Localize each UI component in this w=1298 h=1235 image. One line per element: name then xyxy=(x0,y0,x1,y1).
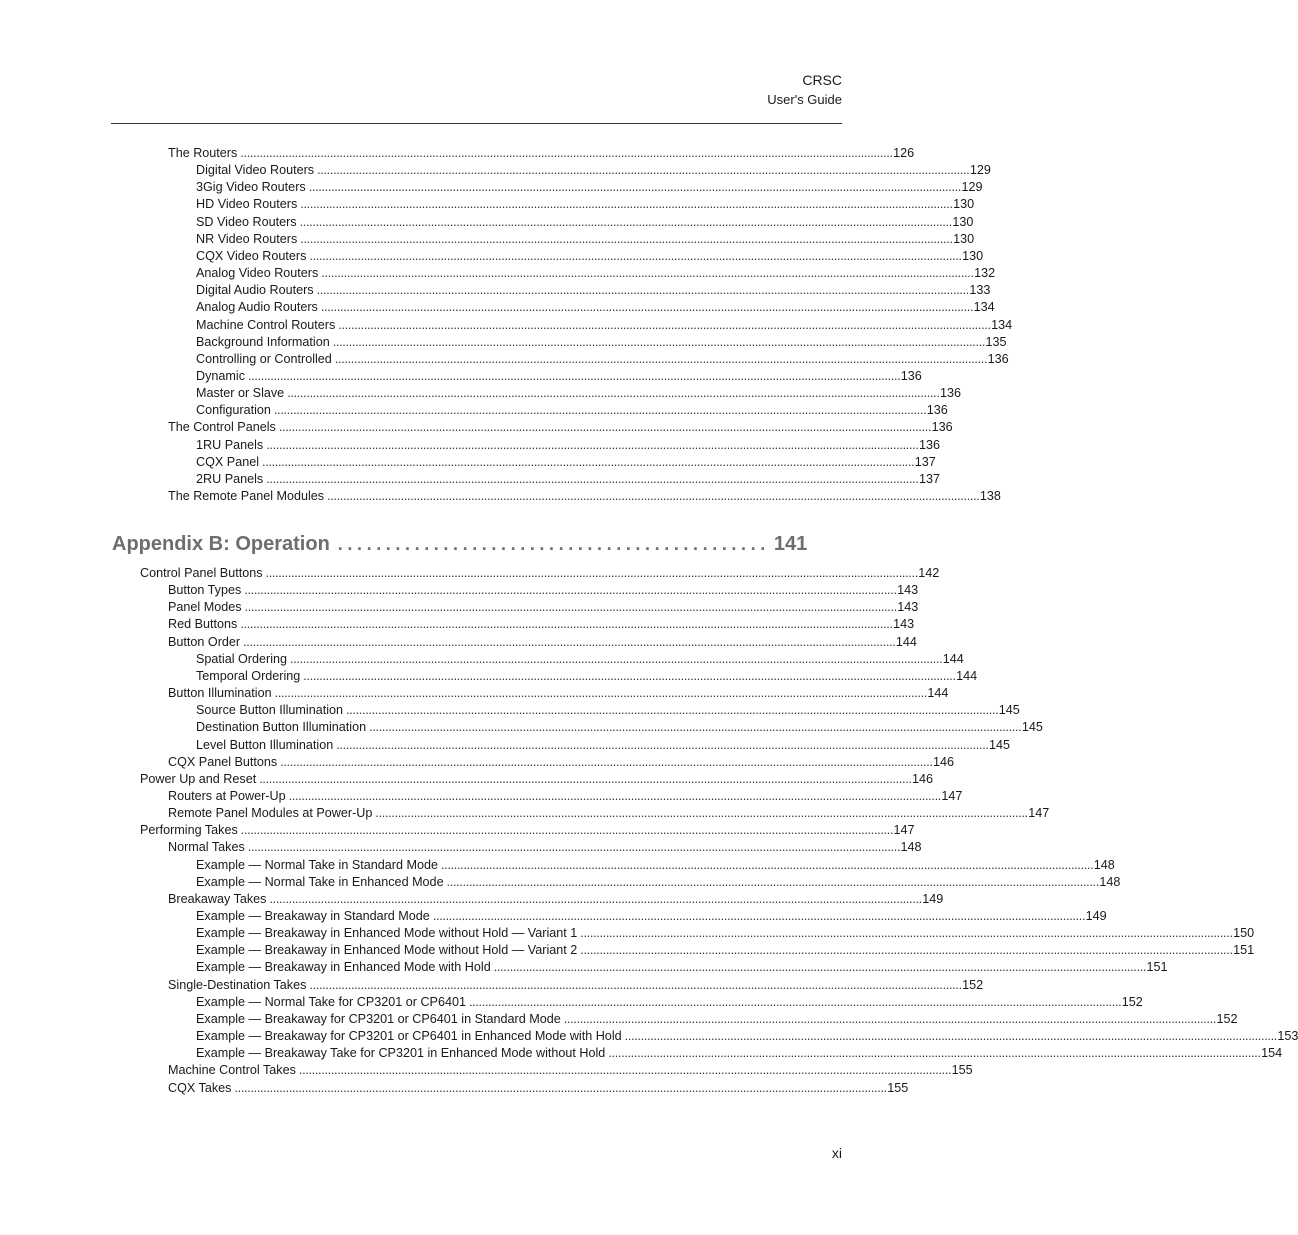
toc-entry-page: 151 xyxy=(1233,943,1255,958)
toc-entry-page: 155 xyxy=(951,1063,973,1078)
leader-dots xyxy=(266,471,917,488)
toc-entry-title: Digital Video Routers xyxy=(196,163,315,178)
toc-entry-title: Background Information xyxy=(196,334,330,349)
toc-entry[interactable] xyxy=(196,702,1020,719)
toc-entry-title: Source Button Illumination xyxy=(196,703,344,718)
toc-entry-page: 135 xyxy=(985,334,1007,349)
toc-entry[interactable] xyxy=(196,368,922,385)
leader-dots xyxy=(266,565,917,582)
toc-entry-title: 2RU Panels xyxy=(196,471,264,486)
toc-entry-title: Dynamic xyxy=(196,368,245,383)
leader-dots xyxy=(321,299,972,316)
toc-entry[interactable] xyxy=(196,857,1115,874)
toc-entry[interactable] xyxy=(196,454,936,471)
toc-entry[interactable] xyxy=(196,1028,1298,1045)
toc-entry[interactable] xyxy=(168,891,944,908)
leader-dots xyxy=(262,454,913,471)
toc-entry[interactable] xyxy=(196,402,948,419)
leader-dots xyxy=(625,1028,1276,1045)
toc-entry-page: 144 xyxy=(942,651,964,666)
leader-dots xyxy=(303,668,954,685)
toc-entry-page: 155 xyxy=(887,1080,909,1095)
leader-dots xyxy=(299,1062,950,1079)
toc-entry-page: 147 xyxy=(941,788,963,803)
toc-entry-title: Single-Destination Takes xyxy=(168,977,307,992)
toc-entry[interactable] xyxy=(168,634,917,651)
leader-dots xyxy=(243,634,894,651)
header-product: CRSC xyxy=(802,72,842,88)
leader-dots xyxy=(240,145,891,162)
toc-entry-page: 130 xyxy=(953,197,975,212)
toc-entry-page: 133 xyxy=(969,283,991,298)
toc-entry-title: CQX Takes xyxy=(168,1080,232,1095)
toc-entry-page: 129 xyxy=(961,180,983,195)
toc-entry-page: 130 xyxy=(953,231,975,246)
toc-entry-page: 136 xyxy=(926,403,948,418)
toc-entry[interactable] xyxy=(140,822,915,839)
toc-entry-title: SD Video Routers xyxy=(196,214,297,229)
toc-entry-title: HD Video Routers xyxy=(196,197,298,212)
toc-entry-page: 143 xyxy=(897,583,919,598)
toc-entry-page: 134 xyxy=(973,300,995,315)
header-rule xyxy=(111,123,842,124)
leader-dots xyxy=(335,351,986,368)
leader-dots xyxy=(447,874,1098,891)
toc-entry-title: CQX Video Routers xyxy=(196,248,307,263)
toc-entry[interactable] xyxy=(168,1062,973,1079)
leader-dots xyxy=(234,1080,885,1097)
toc-entry-page: 143 xyxy=(893,617,915,632)
toc-entry[interactable] xyxy=(196,668,978,685)
toc-entry[interactable] xyxy=(168,788,963,805)
toc-entry-title: 3Gig Video Routers xyxy=(196,180,306,195)
toc-entry-page: 153 xyxy=(1277,1029,1298,1044)
toc-entry-title: Panel Modes xyxy=(168,600,242,615)
toc-entry-page: 134 xyxy=(991,317,1013,332)
toc-entry[interactable] xyxy=(168,977,984,994)
leader-dots xyxy=(608,1045,1259,1062)
leader-dots xyxy=(469,994,1120,1011)
toc-entry-page: 138 xyxy=(979,489,1001,503)
toc-entry[interactable] xyxy=(196,334,1007,351)
leader-dots xyxy=(266,437,917,454)
toc-entry[interactable] xyxy=(168,754,955,771)
leader-dots xyxy=(259,771,910,788)
leader-dots xyxy=(309,977,960,994)
toc-entry[interactable] xyxy=(196,874,1121,891)
toc-entry[interactable] xyxy=(196,1045,1283,1062)
leader-dots xyxy=(346,702,997,719)
toc-entry-page: 144 xyxy=(895,634,917,649)
toc-entry[interactable] xyxy=(196,942,1255,959)
toc-entry[interactable] xyxy=(196,1011,1238,1028)
toc-entry-page: 146 xyxy=(933,754,955,769)
toc-entry-page: 130 xyxy=(962,248,984,263)
toc-entry-page: 152 xyxy=(1216,1011,1238,1026)
toc-entry-title: CQX Panel xyxy=(196,454,259,469)
toc-entry[interactable] xyxy=(196,385,961,402)
toc-entry[interactable] xyxy=(196,265,996,282)
toc-entry-title: Example — Breakaway for CP3201 or CP6401 in Standard Mode xyxy=(196,1011,561,1026)
toc-entry-title: Example — Breakaway in Enhanced Mode without Hold — Variant 2 xyxy=(196,943,578,958)
leader-dots xyxy=(289,788,940,805)
toc-entry-title: Example — Normal Take in Standard Mode xyxy=(196,857,438,872)
toc-entry-page: 143 xyxy=(897,600,919,615)
toc-entry-title: Example — Breakaway in Enhanced Mode with Hold xyxy=(196,960,491,975)
toc-entry-page: 154 xyxy=(1261,1046,1283,1061)
toc-entry[interactable] xyxy=(168,685,949,702)
leader-dots xyxy=(300,214,951,231)
toc-entry-title: Analog Audio Routers xyxy=(196,300,318,315)
leader-dots xyxy=(336,737,987,754)
toc-entry-page: 152 xyxy=(1121,994,1143,1009)
leader-dots xyxy=(580,925,1231,942)
toc-entry[interactable] xyxy=(168,805,1050,822)
toc-entry-title: The Remote Panel Modules xyxy=(168,489,325,503)
toc-entry-page: 150 xyxy=(1233,926,1255,941)
toc-entry-page: 149 xyxy=(1085,909,1107,923)
leader-dots xyxy=(280,754,931,771)
toc-entry[interactable] xyxy=(140,771,934,788)
toc-entry-page: 136 xyxy=(900,368,922,383)
toc-entry[interactable] xyxy=(196,651,964,668)
toc-entry-page: 145 xyxy=(998,703,1020,718)
toc-entry-title: Configuration xyxy=(196,403,271,418)
leader-dots xyxy=(321,265,972,282)
toc-entry[interactable] xyxy=(196,925,1255,942)
toc-entry[interactable] xyxy=(196,959,1168,976)
toc-entry-page: 136 xyxy=(931,420,953,435)
toc-entry[interactable] xyxy=(196,351,1009,368)
leader-dots xyxy=(433,908,1084,925)
toc-entry-title: Temporal Ordering xyxy=(196,668,301,683)
leader-dots xyxy=(241,822,892,839)
toc-entry-title: Example — Breakaway Take for CP3201 in Enhanced Mode without Hold xyxy=(196,1046,606,1061)
toc-entry-title: 1RU Panels xyxy=(196,437,264,452)
toc-entry[interactable] xyxy=(196,248,984,265)
toc-entry[interactable] xyxy=(168,582,919,599)
toc-entry-title: Controlling or Controlled xyxy=(196,351,332,366)
toc-entry-title: Example — Breakaway in Enhanced Mode without Hold — Variant 1 xyxy=(196,926,578,941)
toc-entry-page: 136 xyxy=(939,386,961,401)
toc-entry-title: Machine Control Takes xyxy=(168,1063,296,1078)
toc-entry-page: 148 xyxy=(1093,857,1115,872)
leader-dots: ............................................. xyxy=(337,534,770,554)
toc-entry-title: Machine Control Routers xyxy=(196,317,336,332)
leader-dots xyxy=(369,719,1020,736)
toc-entry-page: 148 xyxy=(900,840,922,855)
toc-entry[interactable] xyxy=(168,145,915,162)
toc-entry-title: Digital Audio Routers xyxy=(196,283,314,298)
toc-entry-title: NR Video Routers xyxy=(196,231,298,246)
page-number: xi xyxy=(831,1145,842,1161)
toc-entry-page: 132 xyxy=(974,266,996,281)
toc-entry[interactable] xyxy=(196,737,1011,754)
leader-dots xyxy=(279,419,930,436)
toc-entry-title: Button Types xyxy=(168,583,242,598)
leader-dots xyxy=(309,248,960,265)
toc-entry-title: Spatial Ordering xyxy=(196,651,288,666)
toc-entry-title: Example — Normal Take in Enhanced Mode xyxy=(196,874,444,889)
toc-entry[interactable] xyxy=(196,719,1043,736)
toc-entry-title: Example — Breakaway for CP3201 or CP6401 in Enhanced Mode with Hold xyxy=(196,1029,622,1044)
toc-entry[interactable] xyxy=(196,471,940,488)
toc-entry-title: Breakaway Takes xyxy=(168,891,267,906)
toc-entry[interactable] xyxy=(168,1080,909,1097)
leader-dots xyxy=(290,651,941,668)
toc-entry-page: 144 xyxy=(956,668,978,683)
toc-entry-page: 146 xyxy=(912,771,934,786)
toc-entry-page: 148 xyxy=(1099,874,1121,889)
toc-entry-page: 145 xyxy=(1021,720,1043,735)
leader-dots xyxy=(494,959,1145,976)
toc-entry-page: 126 xyxy=(893,146,915,160)
toc-entry-page: 130 xyxy=(952,214,974,229)
toc-entry-page: 137 xyxy=(914,454,936,469)
header-guide: User's Guide xyxy=(767,92,842,107)
toc-entry[interactable] xyxy=(196,162,991,179)
leader-dots xyxy=(300,196,951,213)
leader-dots xyxy=(300,231,951,248)
toc-entry[interactable] xyxy=(196,179,983,196)
toc-entry[interactable] xyxy=(140,565,940,582)
leader-dots xyxy=(245,599,896,616)
appendix-title: Appendix B: Operation xyxy=(112,533,330,555)
leader-dots xyxy=(580,942,1231,959)
running-header xyxy=(767,70,842,110)
toc-entry-title: Level Button Illumination xyxy=(196,737,334,752)
toc-entry-title: CQX Panel Buttons xyxy=(168,754,278,769)
leader-dots xyxy=(327,488,978,505)
toc-entry[interactable] xyxy=(196,282,991,299)
leader-dots xyxy=(333,334,984,351)
leader-dots xyxy=(248,839,899,856)
toc-entry-page: 147 xyxy=(1028,806,1050,821)
toc-entry[interactable] xyxy=(196,908,1107,925)
toc-entry[interactable] xyxy=(168,839,922,856)
leader-dots xyxy=(269,891,920,908)
appendix-heading[interactable] xyxy=(112,533,808,559)
appendix-page: 141 xyxy=(773,533,808,555)
toc-entry[interactable] xyxy=(196,196,975,213)
toc-entry[interactable] xyxy=(168,419,953,436)
toc-entry-title: Destination Button Illumination xyxy=(196,720,367,735)
toc-entry-title: The Control Panels xyxy=(168,420,276,435)
toc-entry[interactable] xyxy=(168,488,1001,505)
toc-entry-page: 147 xyxy=(893,823,915,838)
toc-entry-page: 145 xyxy=(989,737,1011,752)
toc-entry[interactable] xyxy=(196,994,1143,1011)
toc-entry-page: 144 xyxy=(927,686,949,701)
leader-dots xyxy=(317,282,968,299)
toc-entry-title: Button Order xyxy=(168,634,241,649)
toc-entry-title: Control Panel Buttons xyxy=(140,566,263,580)
leader-dots xyxy=(240,616,891,633)
leader-dots xyxy=(338,317,989,334)
toc-entry[interactable] xyxy=(196,214,974,231)
leader-dots xyxy=(564,1011,1215,1028)
leader-dots xyxy=(248,368,899,385)
leader-dots xyxy=(287,385,938,402)
toc-entry-title: Remote Panel Modules at Power-Up xyxy=(168,806,373,821)
toc-entry[interactable] xyxy=(168,616,915,633)
toc-entry-page: 151 xyxy=(1146,960,1168,975)
toc-entry-title: Button Illumination xyxy=(168,686,272,701)
toc-entry-title: Power Up and Reset xyxy=(140,771,257,786)
toc-entry-page: 142 xyxy=(918,566,940,580)
toc-entry-title: Performing Takes xyxy=(140,823,238,838)
toc-entry[interactable] xyxy=(196,437,940,454)
toc-entry-title: Routers at Power-Up xyxy=(168,788,286,803)
toc-entry-page: 136 xyxy=(987,351,1009,366)
toc-entry-title: Red Buttons xyxy=(168,617,238,632)
toc-entry-page: 137 xyxy=(918,471,940,486)
leader-dots xyxy=(274,402,925,419)
toc-entry-title: Example — Breakaway in Standard Mode xyxy=(196,909,430,923)
leader-dots xyxy=(375,805,1026,822)
toc-entry[interactable] xyxy=(168,599,919,616)
leader-dots xyxy=(309,179,960,196)
leader-dots xyxy=(317,162,968,179)
toc-entry[interactable] xyxy=(196,299,995,316)
toc-entry-page: 136 xyxy=(918,437,940,452)
toc-entry[interactable] xyxy=(196,317,1013,334)
toc-entry[interactable] xyxy=(196,231,975,248)
toc-entry-page: 129 xyxy=(969,163,991,178)
toc-entry-title: Analog Video Routers xyxy=(196,266,319,281)
toc-entry-title: Example — Normal Take for CP3201 or CP6401 xyxy=(196,994,466,1009)
toc-entry-page: 152 xyxy=(962,977,984,992)
toc-entry-title: Master or Slave xyxy=(196,386,285,401)
toc-entry-title: Normal Takes xyxy=(168,840,245,855)
toc-entry-page: 149 xyxy=(922,891,944,906)
leader-dots xyxy=(275,685,926,702)
leader-dots xyxy=(244,582,895,599)
toc-entry-title: The Routers xyxy=(168,146,238,160)
leader-dots xyxy=(441,857,1092,874)
